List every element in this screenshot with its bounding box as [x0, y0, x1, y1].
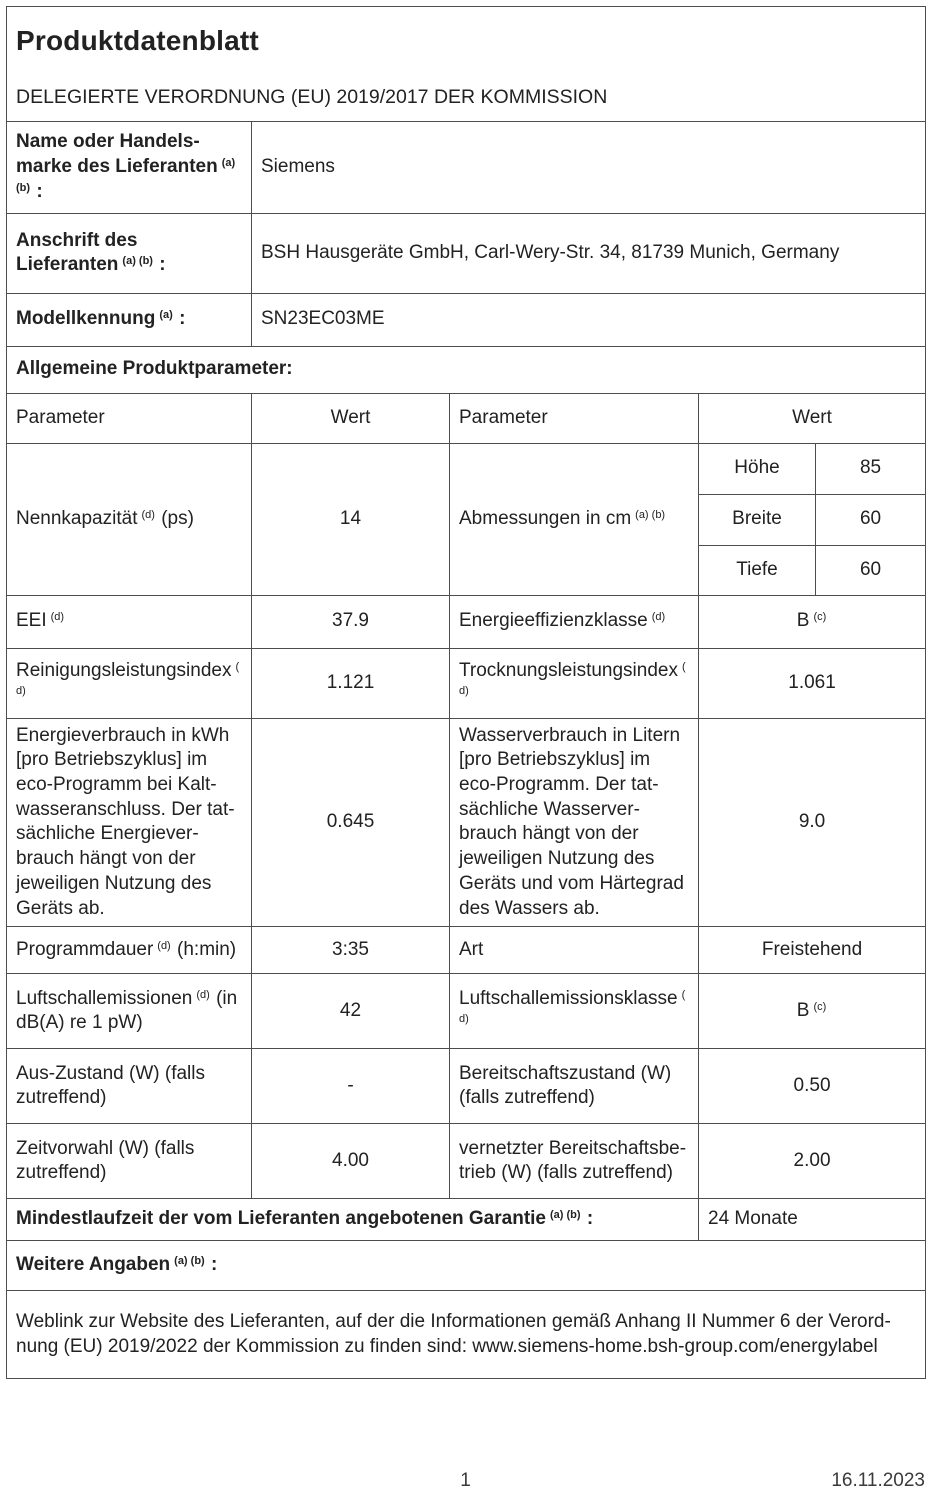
- footnote-marker: (a) (b): [122, 255, 153, 268]
- label-colon: :: [36, 180, 43, 202]
- footnote-marker: (d): [50, 611, 65, 624]
- drying-index-value: 1.061: [699, 648, 926, 718]
- supplier-address-label-text: Anschrift des Lieferanten: [16, 229, 138, 276]
- supplier-name-label: [7, 121, 252, 213]
- product-datasheet-table: [6, 6, 926, 1379]
- dimension-depth-value: 60: [816, 545, 926, 595]
- off-mode-label: Aus-Zustand (W) (falls zutreffend): [7, 1049, 252, 1124]
- model-id-label-text: Modellkennung: [16, 308, 156, 330]
- noise-value: 42: [252, 974, 450, 1049]
- noise-label: [7, 974, 252, 1049]
- footnote-marker: (a): [159, 309, 173, 322]
- footnote-marker: (d): [16, 660, 240, 698]
- footnote-marker: (a) (b): [550, 1209, 581, 1222]
- footnote-marker: (c): [813, 1000, 827, 1013]
- footnote-marker: (c): [813, 611, 827, 624]
- label-colon: :: [210, 1254, 218, 1276]
- drying-index-label: [450, 648, 699, 718]
- water-consumption-label: Wasserverbrauch in Litern [pro Betriebszyklus] im eco-Programm. Der tat-sächliche Wasserver-brauch hängt von der jeweiligen Nutzung des Geräts und vom Härtegrad des Wassers ab.: [450, 718, 699, 927]
- col-header-value-left: Wert: [252, 393, 450, 443]
- duration-label: [7, 927, 252, 974]
- dimension-depth-label: Tiefe: [699, 545, 816, 595]
- energy-class-label-text: Energieeffizienzklasse: [459, 610, 648, 632]
- off-mode-value: -: [252, 1049, 450, 1124]
- footnote-marker: (d): [459, 660, 686, 698]
- eei-label-text: EEI: [16, 610, 47, 632]
- footnote-marker: (d): [196, 988, 210, 1001]
- supplier-name-value: Siemens: [252, 121, 926, 213]
- footnote-marker: (a) (b): [174, 1255, 205, 1268]
- more-info-label-text: Weitere Angaben: [16, 1254, 171, 1276]
- footnote-marker: (a) (b): [635, 508, 666, 521]
- networked-standby-value: 2.00: [699, 1124, 926, 1199]
- dimension-height-value: 85: [816, 443, 926, 494]
- label-colon: :: [179, 308, 186, 330]
- drying-index-label-text: Trocknungsleistungsindex: [459, 659, 678, 681]
- dimensions-label-text: Abmessungen in cm: [459, 507, 632, 529]
- type-value: Freistehend: [699, 927, 926, 974]
- footnote-marker: (a) (b): [16, 156, 236, 194]
- dimension-height-label: Höhe: [699, 443, 816, 494]
- noise-unit: (in dB(A) re 1 pW): [16, 987, 238, 1034]
- regulation-subtitle: DELEGIERTE VERORDNUNG (EU) 2019/2017 DER KOMMISSION: [16, 86, 608, 109]
- footnote-marker: (d): [651, 611, 666, 624]
- capacity-value: 14: [252, 443, 450, 595]
- dimension-width-value: 60: [816, 494, 926, 545]
- footer-date: 16.11.2023: [831, 1470, 925, 1491]
- dimensions-label: [450, 443, 699, 595]
- duration-unit: (h:min): [177, 938, 237, 960]
- type-label: Art: [450, 927, 699, 974]
- energy-class-value-text: B: [796, 610, 810, 632]
- eei-label: [7, 595, 252, 648]
- delay-start-value: 4.00: [252, 1124, 450, 1199]
- supplier-address-label: [7, 213, 252, 293]
- weblink-text: Weblink zur Website des Lieferanten, auf der die Informationen gemäß Anhang II Nummer 6 der Verord-nung (EU) 2019/2022 der Kommission zu finden sind: www.siemens-home.bsh-group.com/energylabel: [7, 1291, 926, 1379]
- more-info-label: [7, 1241, 926, 1291]
- warranty-value: 24 Monate: [699, 1199, 926, 1241]
- supplier-name-label-text: Name oder Handels-marke des Lieferanten: [16, 131, 218, 177]
- noise-class-label-text: Luftschallemissionsklasse: [459, 987, 678, 1009]
- warranty-label-text: Mindestlaufzeit der vom Lieferanten angebotenen Garantie: [16, 1208, 546, 1230]
- duration-label-text: Programmdauer: [16, 938, 154, 960]
- noise-label-text: Luftschallemissionen: [16, 987, 193, 1009]
- energy-class-value: [699, 595, 926, 648]
- footnote-marker: (d): [141, 508, 155, 521]
- cleaning-index-label-text: Reinigungsleistungsindex: [16, 659, 232, 681]
- section-header-general-parameters: Allgemeine Produktparameter:: [7, 346, 926, 393]
- cleaning-index-value: 1.121: [252, 648, 450, 718]
- model-id-label: [7, 293, 252, 346]
- standby-label: Bereitschaftszustand (W) (falls zutreffend): [450, 1049, 699, 1124]
- title-block: [7, 7, 926, 122]
- supplier-address-value: BSH Hausgeräte GmbH, Carl-Wery-Str. 34, 81739 Munich, Germany: [252, 213, 926, 293]
- eei-value: 37.9: [252, 595, 450, 648]
- delay-start-label: Zeitvorwahl (W) (falls zutreffend): [7, 1124, 252, 1199]
- label-colon: :: [159, 254, 166, 276]
- standby-value: 0.50: [699, 1049, 926, 1124]
- duration-value: 3:35: [252, 927, 450, 974]
- capacity-unit: (ps): [161, 507, 194, 529]
- col-header-parameter-right: Parameter: [450, 393, 699, 443]
- col-header-parameter-left: Parameter: [7, 393, 252, 443]
- footnote-marker: (d): [157, 939, 171, 952]
- networked-standby-label: vernetzter Bereitschaftsbe-trieb (W) (falls zutreffend): [450, 1124, 699, 1199]
- warranty-label: [7, 1199, 699, 1241]
- footnote-marker: (d): [459, 988, 686, 1026]
- col-header-value-right: Wert: [699, 393, 926, 443]
- capacity-label: [7, 443, 252, 595]
- noise-class-label: [450, 974, 699, 1049]
- page-footer: [6, 1470, 925, 1492]
- page-title: Produktdatenblatt: [16, 25, 259, 56]
- capacity-label-text: Nennkapazität: [16, 507, 138, 529]
- noise-class-value-text: B: [796, 999, 810, 1021]
- energy-consumption-value: 0.645: [252, 718, 450, 927]
- page-number: 1: [460, 1470, 471, 1491]
- model-id-value: SN23EC03ME: [252, 293, 926, 346]
- water-consumption-value: 9.0: [699, 718, 926, 927]
- label-colon: :: [586, 1208, 594, 1230]
- dimension-width-label: Breite: [699, 494, 816, 545]
- energy-class-label: [450, 595, 699, 648]
- energy-consumption-label: Energieverbrauch in kWh [pro Betriebszyklus] im eco-Programm bei Kalt-wasseranschluss. Der tat-sächliche Energiever-brauch hängt von der jeweiligen Nutzung des Geräts ab.: [7, 718, 252, 927]
- noise-class-value: [699, 974, 926, 1049]
- cleaning-index-label: [7, 648, 252, 718]
